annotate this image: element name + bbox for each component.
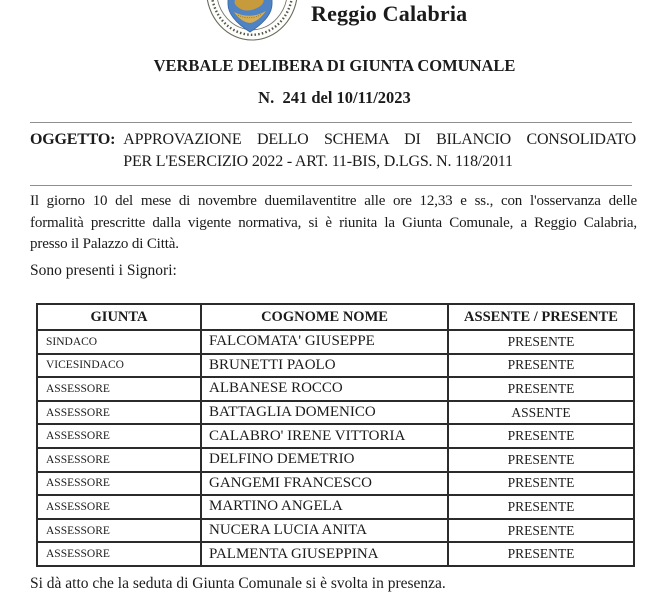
- subject-section: [30, 129, 636, 173]
- divider-bottom: [30, 185, 632, 186]
- cell-name: CALABRO' IRENE VITTORIA: [201, 424, 448, 448]
- table-row: [37, 354, 634, 378]
- header-cognome-nome: COGNOME NOME: [201, 304, 448, 330]
- cell-role: ASSESSORE: [37, 519, 201, 543]
- intro-line-2: formalità prescritte dalla vigente normativa, si è riunita la Giunta Comunale, a Reggio Calabria,: [30, 214, 637, 231]
- table-row: [37, 519, 634, 543]
- cell-name: FALCOMATA' GIUSEPPE: [201, 330, 448, 354]
- cell-name: GANGEMI FRANCESCO: [201, 472, 448, 496]
- cell-role: ASSESSORE: [37, 377, 201, 401]
- seal-graphic: [205, 0, 299, 42]
- table-row: [37, 330, 634, 354]
- attendance-table-header: [37, 304, 634, 330]
- cell-status: PRESENTE: [448, 472, 634, 496]
- cell-role: ASSESSORE: [37, 448, 201, 472]
- document-title: VERBALE DELIBERA DI GIUNTA COMUNALE: [153, 56, 516, 75]
- header-assente-presente: ASSENTE / PRESENTE: [448, 304, 634, 330]
- closing-note: Si dà atto che la seduta di Giunta Comunale si è svolta in presenza.: [30, 575, 446, 592]
- cell-name: BATTAGLIA DOMENICO: [201, 401, 448, 425]
- cell-name: ALBANESE ROCCO: [201, 377, 448, 401]
- table-row: [37, 472, 634, 496]
- cell-role: ASSESSORE: [37, 424, 201, 448]
- divider-top: [30, 122, 632, 123]
- cell-status: PRESENTE: [448, 495, 634, 519]
- cell-name: MARTINO ANGELA: [201, 495, 448, 519]
- header-giunta: GIUNTA: [37, 304, 201, 330]
- cell-status: PRESENTE: [448, 448, 634, 472]
- table-row: [37, 401, 634, 425]
- cell-status: PRESENTE: [448, 330, 634, 354]
- table-row: [37, 495, 634, 519]
- cell-role: ASSESSORE: [37, 401, 201, 425]
- municipal-seal: [205, 0, 299, 42]
- cell-status: PRESENTE: [448, 519, 634, 543]
- cell-role: SINDACO: [37, 330, 201, 354]
- org-name: Reggio Calabria: [311, 1, 468, 26]
- subject-line1: APPROVAZIONE DELLO SCHEMA DI BILANCIO CONSOLIDATO: [123, 131, 636, 148]
- cell-name: DELFINO DEMETRIO: [201, 448, 448, 472]
- table-row: [37, 448, 634, 472]
- intro-paragraph: [30, 191, 637, 256]
- document-number: N. 241 del 10/11/2023: [258, 88, 411, 107]
- table-row: [37, 377, 634, 401]
- subject-text: [123, 129, 636, 173]
- table-row: [37, 424, 634, 448]
- cell-status: ASSENTE: [448, 401, 634, 425]
- cell-status: PRESENTE: [448, 377, 634, 401]
- cell-status: PRESENTE: [448, 424, 634, 448]
- cell-role: ASSESSORE: [37, 472, 201, 496]
- cell-name: NUCERA LUCIA ANITA: [201, 519, 448, 543]
- cell-role: ASSESSORE: [37, 495, 201, 519]
- attendance-table-body: [37, 330, 634, 566]
- subject-line2: PER L'ESERCIZIO 2022 - ART. 11-BIS, D.LGS. N. 118/2011: [123, 153, 513, 170]
- cell-name: PALMENTA GIUSEPPINA: [201, 542, 448, 566]
- cell-role: VICESINDACO: [37, 354, 201, 378]
- subject-label: OGGETTO:: [30, 131, 116, 148]
- intro-line-3: presso il Palazzo di Città.: [30, 236, 179, 252]
- present-label: Sono presenti i Signori:: [30, 262, 177, 279]
- cell-status: PRESENTE: [448, 542, 634, 566]
- attendance-table: [36, 303, 635, 567]
- intro-line-1: Il giorno 10 del mese di novembre duemilaventitre alle ore 12,33 e ss., con l'osservanza delle: [30, 193, 637, 209]
- cell-name: BRUNETTI PAOLO: [201, 354, 448, 378]
- cell-role: ASSESSORE: [37, 542, 201, 566]
- table-row: [37, 542, 634, 566]
- cell-status: PRESENTE: [448, 354, 634, 378]
